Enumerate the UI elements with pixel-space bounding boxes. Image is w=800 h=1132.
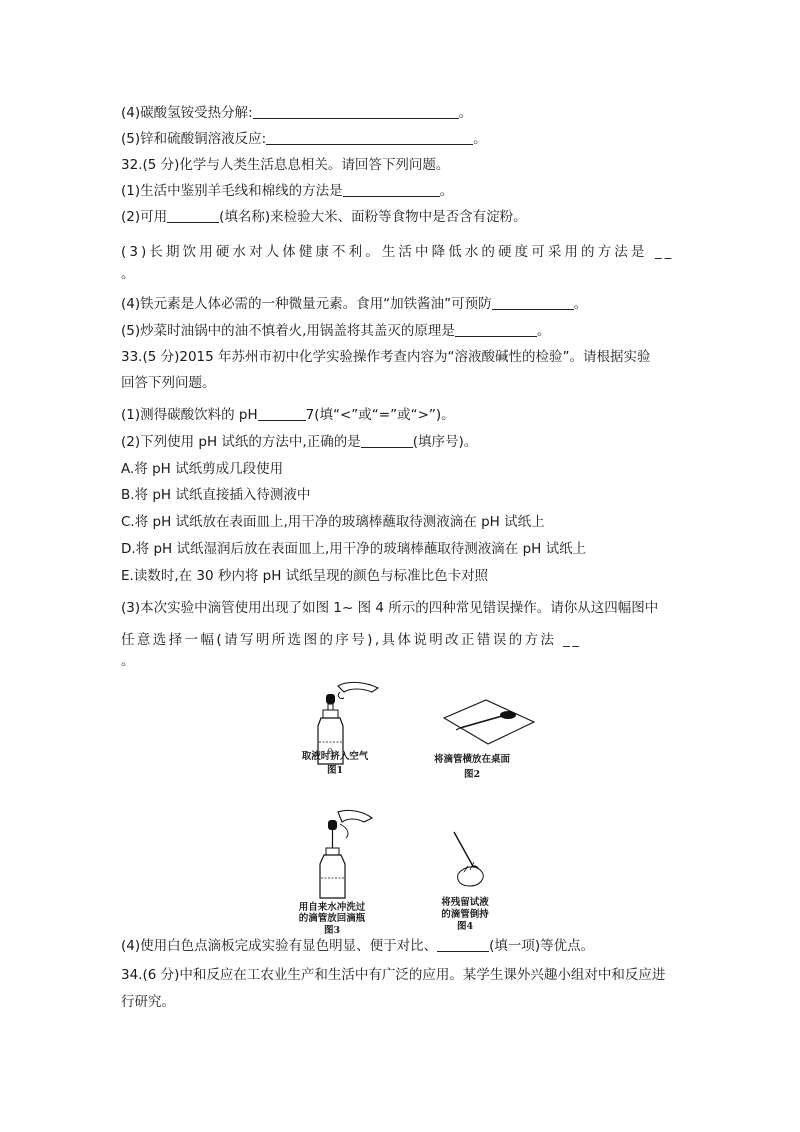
q32-item4: (4)铁元素是人体必需的一种微量元素。食用“加铁酱油”可预防 。 (121, 296, 588, 312)
figure-3-caption-line2: 的滴管放回滴瓶 (298, 913, 366, 924)
figure-2-label: 图2 (463, 769, 481, 780)
q33-option-a: A.将 pH 试纸剪成几段使用 (121, 461, 284, 477)
q34-stem-line2: 行研究。 (121, 994, 175, 1010)
figure-1-label: 图1 (326, 765, 344, 776)
q32-item3: (3)长期饮用硬水对人体健康不利。生活中降低水的硬度可采用的方法是 __ (121, 244, 675, 260)
figure-3-caption-line1: 用自来水冲洗过 (298, 902, 366, 913)
q33-option-d: D.将 pH 试纸湿润后放在表面皿上,用干净的玻璃棒蘸取待测液滴在 pH 试纸上 (121, 541, 587, 557)
q33-option-b: B.将 pH 试纸直接插入待测液中 (121, 487, 311, 503)
figure-3-label: 图3 (323, 925, 341, 936)
figure-1 (300, 678, 410, 776)
figure-4-caption-line1: 将残留试液 (441, 897, 489, 908)
q32-item5: (5)炒菜时油锅中的油不慎着火,用锅盖将其盖灭的原理是 。 (121, 323, 551, 339)
q33-item3-end: 。 (121, 653, 135, 669)
inverted-dropper-illustration (430, 822, 510, 890)
answer-blank[interactable] (455, 322, 537, 337)
rinsed-dropper-illustration (288, 806, 388, 900)
figure-4 (430, 822, 510, 932)
q32-item2: (2)可用 (填名称)来检验大米、面粉等食物中是否含有淀粉。 (121, 209, 527, 225)
q34-stem-line1: 34.(6 分)中和反应在工农业生产和生活中有广泛的应用。某学生课外兴趣小组对中和反应进 (121, 967, 666, 983)
q33-item4: (4)使用白色点滴板完成实验有显色明显、便于对比、 (填一项)等优点。 (121, 938, 595, 954)
q32-stem: 32.(5 分)化学与人类生活息息相关。请回答下列问题。 (121, 157, 450, 173)
q33-option-c: C.将 pH 试纸放在表面皿上,用干净的玻璃棒蘸取待测液滴在 pH 试纸上 (121, 514, 545, 530)
q33-option-e: E.读数时,在 30 秒内将 pH 试纸呈现的颜色与标准比色卡对照 (121, 568, 489, 584)
q32-item3-end: 。 (121, 266, 135, 282)
figure-4-caption-line2: 的滴管倒持 (441, 909, 489, 920)
figure-2-caption: 将滴管横放在桌面 (433, 754, 510, 765)
answer-blank[interactable] (266, 130, 473, 145)
q33-item3-line2: 任意选择一幅(请写明所选图的序号),具体说明改正错误的方法 __ (121, 632, 582, 648)
answer-blank[interactable] (492, 295, 574, 310)
answer-blank[interactable] (167, 208, 219, 223)
q31-item4: (4)碳酸氢铵受热分解: 。 (121, 105, 473, 121)
answer-blank[interactable] (343, 182, 440, 197)
q31-item5: (5)锌和硫酸铜溶液反应: 。 (121, 131, 487, 147)
figure-3 (288, 806, 388, 936)
answer-blank[interactable] (253, 104, 459, 119)
q33-item2: (2)下列使用 pH 试纸的方法中,正确的是 (填序号)。 (121, 434, 478, 450)
answer-blank[interactable] (258, 406, 306, 421)
dropper-on-table-illustration (430, 696, 540, 750)
q33-stem-line2: 回答下列问题。 (121, 375, 216, 391)
q33-item3-line1: (3)本次实验中滴管使用出现了如图 1~ 图 4 所示的四种常见错误操作。请你从这四幅图中 (121, 600, 659, 616)
q32-item1: (1)生活中鉴别羊毛线和棉线的方法是 。 (121, 183, 454, 199)
answer-blank[interactable] (361, 433, 413, 448)
answer-blank[interactable] (437, 937, 489, 952)
q33-stem-line1: 33.(5 分)2015 年苏州市初中化学实验操作考查内容为“溶液酸碱性的检验”。请根据实验 (121, 349, 651, 365)
figure-4-label: 图4 (456, 921, 474, 932)
figure-1-caption: 取液时挤入空气 (301, 751, 369, 762)
figure-2 (430, 696, 540, 778)
q33-item1: (1)测得碳酸饮料的 pH 7(填“<”或“=”或“>”)。 (121, 407, 455, 423)
